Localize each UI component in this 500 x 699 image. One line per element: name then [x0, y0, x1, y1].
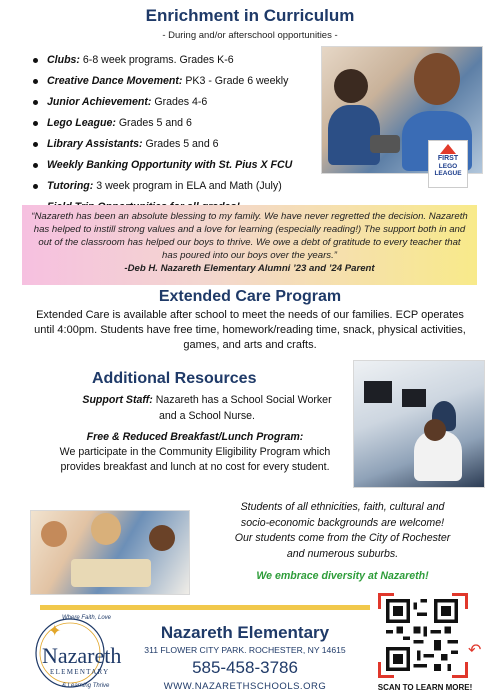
school-address: 311 FLOWER CITY PARK. ROCHESTER, NY 14615: [144, 645, 346, 655]
qr-code-frame[interactable]: [378, 593, 468, 678]
logo-motto-top: Where Faith, Love: [62, 615, 112, 621]
diversity-statement: [200, 500, 485, 562]
item-text: PK3 - Grade 6 weekly: [182, 75, 289, 87]
logo-subtitle: ELEMENTARY: [50, 668, 110, 676]
logo-motto-bottom: & Learning Thrive: [62, 683, 110, 689]
resources-title: Additional Resources: [92, 370, 257, 387]
item-label: Clubs:: [47, 54, 80, 66]
lego-badge-first: FIRST: [437, 155, 459, 162]
diversity-line: socio-economic backgrounds are welcome!: [240, 516, 445, 529]
extended-care-title: Extended Care Program: [158, 288, 342, 305]
school-website-link[interactable]: WWW.NAZARETHSCHOOLS.ORG: [163, 681, 327, 692]
list-item: [33, 71, 323, 92]
diversity-line: Students of all ethnicities, faith, cultural and: [240, 501, 445, 513]
robot-shape: [370, 135, 400, 153]
diversity-tagline: We embrace diversity at Nazareth!: [256, 570, 429, 582]
list-item: [33, 176, 323, 197]
support-staff-label: Support Staff:: [82, 394, 153, 406]
item-text: Grades 5 and 6: [115, 117, 192, 129]
nazareth-logo: [28, 615, 136, 693]
list-item: [33, 155, 323, 176]
student-head-shape: [414, 53, 460, 105]
item-label: Library Assistants:: [47, 138, 143, 150]
meal-program-line2: provides breakfast and lunch at no cost for every student.: [60, 461, 330, 473]
item-label: Creative Dance Movement:: [47, 75, 183, 87]
support-staff-line2: and a School Nurse.: [159, 410, 255, 422]
testimonial-text: “Nazareth has been an absolute blessing to my family. We have never regretted the decision. Nazareth has helped to instill strong values and a love for learning (especially reading!) The support both in and out of the classroom has helped our boys to thrive. We owe a debt of gratitude to every teacher that has poured into our boys over the years.”: [31, 211, 468, 261]
item-label: Weekly Banking Opportunity with St. Pius X FCU: [47, 159, 293, 171]
qr-code-icon: [386, 599, 458, 671]
logo-name: Nazareth: [42, 643, 122, 668]
qr-caption: SCAN TO LEARN MORE!: [377, 683, 473, 692]
curved-arrow-icon: ↶: [468, 642, 482, 659]
diversity-line: Our students come from the City of Rochester: [234, 532, 451, 544]
lego-league-icon: [440, 144, 456, 154]
diversity-line: and numerous suburbs.: [286, 547, 399, 560]
student-head-shape: [334, 69, 368, 103]
meal-program-line1: We participate in the Community Eligibility Program which: [59, 446, 331, 458]
computer-lab-photo: [353, 360, 485, 488]
extended-care-body: Extended Care is available after school to meet the needs of our families. ECP operates until 4:00pm. Students have free time, homework/reading time, snack, physical activities, games, and arts and crafts.: [34, 309, 466, 351]
school-name: Nazareth Elementary: [160, 623, 330, 642]
enrichment-list: [33, 50, 323, 218]
item-text: Grades 5 and 6: [142, 138, 219, 150]
students-playing-photo: [30, 510, 190, 595]
student-head-shape: [424, 419, 446, 441]
game-board-shape: [71, 559, 151, 587]
item-label: Junior Achievement:: [47, 96, 152, 108]
enrichment-subtitle: - During and/or afterschool opportunities -: [162, 30, 338, 41]
parent-testimonial: [22, 205, 477, 285]
list-item: [33, 92, 323, 113]
item-label: Lego League:: [47, 117, 116, 129]
student-head-shape: [91, 513, 121, 545]
meal-program-heading: Free & Reduced Breakfast/Lunch Program:: [86, 431, 304, 443]
list-item: [33, 134, 323, 155]
list-item: [33, 113, 323, 134]
support-staff-line1: [62, 393, 352, 408]
enrichment-title: Enrichment in Curriculum: [145, 6, 355, 25]
testimonial-attribution: -Deb H. Nazareth Elementary Alumni ’23 and ’24 Parent: [124, 263, 375, 274]
student-head-shape: [41, 521, 67, 547]
monitor-shape: [364, 381, 392, 403]
first-lego-league-logo: [428, 140, 468, 188]
item-label: Tutoring:: [47, 180, 94, 192]
footer-divider: [40, 605, 370, 610]
meal-program-label: [30, 430, 360, 445]
item-text: Grades 4-6: [151, 96, 208, 108]
item-text: 3 week program in ELA and Math (July): [93, 180, 282, 192]
monitor-shape: [402, 389, 426, 407]
star-icon: ✦: [48, 623, 62, 640]
school-phone[interactable]: 585-458-3786: [192, 658, 298, 677]
lego-badge-league: LEAGUE: [434, 170, 462, 177]
item-text: 6-8 week programs. Grades K-6: [79, 54, 234, 66]
student-head-shape: [149, 525, 175, 551]
lego-badge-lego: LEGO: [438, 163, 458, 170]
support-staff-text: Nazareth has a School Social Worker: [152, 394, 332, 406]
list-item: [33, 50, 323, 71]
